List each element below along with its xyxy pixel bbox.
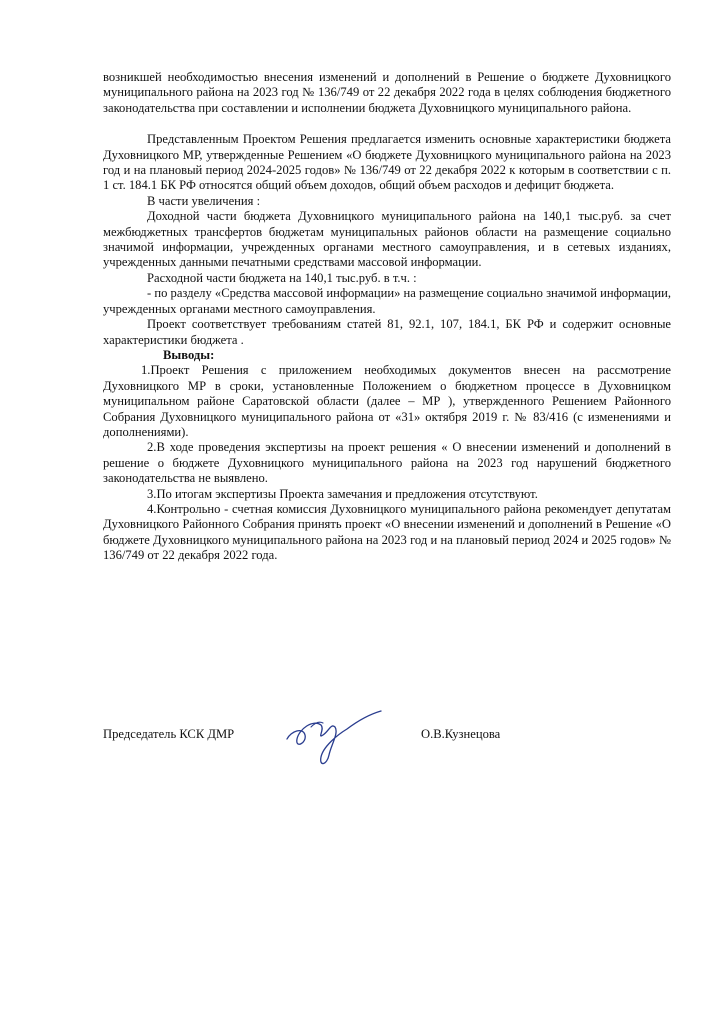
signature-block bbox=[103, 727, 671, 767]
document-body bbox=[103, 70, 671, 564]
conclusion-item-2: 2.В ходе проведения экспертизы на проект решения « О внесении изменений и дополнений в решение о бюджете Духовницкого муниципального района на 2023 год нарушений бюджетного законодательства не выявлено. bbox=[103, 440, 671, 486]
conclusion-item-1: 1.Проект Решения с приложением необходимых документов внесен на рассмотрение Духовницкого МР в сроки, установленные Положением о бюджетном процессе в Духовницком муниципальном районе Саратовской области (далее – МР ), утвержденного Решением Районного Собрания Духовницкого муниципального района от «31» октября 2019 г. № 83/416 (с изменениями и дополнениями). bbox=[103, 363, 671, 439]
paragraph-gap bbox=[103, 116, 671, 132]
conclusion-item-3: 3.По итогам экспертизы Проекта замечания и предложения отсутствуют. bbox=[147, 486, 538, 501]
signatory-position: Председатель КСК ДМР bbox=[103, 727, 235, 741]
revenue-paragraph: Доходной части бюджета Духовницкого муниципального района на 140,1 тыс.руб. за счет межбюджетных трансфертов бюджетам муниципальных районов области на размещение социально значимой информации, учрежденных органами местного самоуправления, и в сетевых изданиях, учрежденных данными печатными средствами массовой информации. bbox=[103, 209, 671, 270]
conclusions-heading: Выводы: bbox=[163, 347, 215, 362]
expense-paragraph: Расходной части бюджета на 140,1 тыс.руб. в т.ч. : bbox=[147, 270, 417, 285]
proposal-paragraph: Представленным Проектом Решения предлагается изменить основные характеристики бюджета Духовницкого МР, утвержденные Решением «О бюджете Духовницкого муниципального района на 2023 год и на плановый период 2024-2025 годов» № 136/749 от 22 декабря 2022 к которым в соответствии с п. 1 ст. 184.1 БК РФ относятся общий объем доходов, общий объем расходов и дефицит бюджета. bbox=[103, 132, 671, 193]
conclusion-item-4: 4.Контрольно - счетная комиссия Духовницкого муниципального района рекомендует депутатам Духовницкого Районного Собрания принять проект «О внесении изменений и дополнений в Решение «О бюджете Духовницкого муниципального района на 2023 год и на плановый период 2024 и 2025 годов» № 136/749 от 22 декабря 2022 года. bbox=[103, 501, 671, 563]
handwritten-signature bbox=[281, 705, 391, 775]
signatory-name: О.В.Кузнецова bbox=[421, 727, 501, 741]
intro-paragraph: возникшей необходимостью внесения изменений и дополнений в Решение о бюджете Духовницкого муниципального района на 2023 год № 136/749 от 22 декабря 2022 года в целях соблюдения бюджетного законодательства при составлении и исполнении бюджета Духовницкого муниципального района. bbox=[103, 70, 671, 115]
increase-heading: В части увеличения : bbox=[147, 193, 261, 208]
compliance-paragraph: Проект соответствует требованиям статей 81, 92.1, 107, 184.1, БК РФ и содержит основные характеристики бюджета . bbox=[103, 317, 671, 347]
section-paragraph: - по разделу «Средства массовой информации» на размещение социально значимой информации, учрежденных органами местного самоуправления. bbox=[103, 286, 671, 316]
